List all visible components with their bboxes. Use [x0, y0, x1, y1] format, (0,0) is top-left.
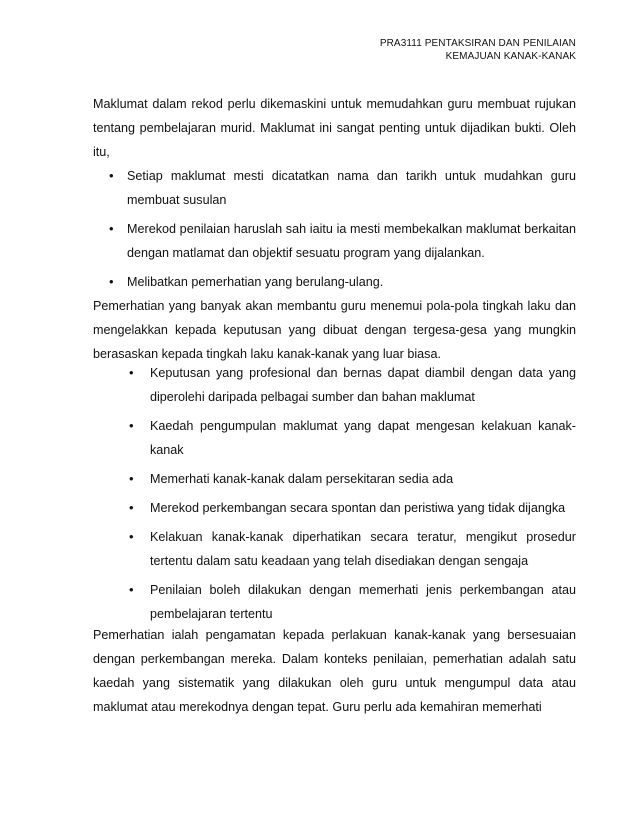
bullet-icon: •	[129, 365, 134, 380]
section2-intro-paragraph: Pemerhatian yang banyak akan membantu guru menemui pola-pola tingkah laku dan mengelakkan kepada keputusan yang dibuat dengan tergesa-gesa yang mungkin berasaskan kepada tingkah laku kanak-kanak yang luar biasa.	[93, 299, 576, 361]
bullet-text: Keputusan yang profesional dan bernas dapat diambil dengan data yang diperolehi daripada pelbagai sumber dan bahan maklumat	[150, 366, 576, 404]
section1-intro-paragraph: Maklumat dalam rekod perlu dikemaskini untuk memudahkan guru membuat rujukan tentang pembelajaran murid. Maklumat ini sangat penting untuk dijadikan bukti. Oleh itu,	[93, 97, 576, 159]
section1-bullet-list	[109, 164, 576, 294]
list-item	[129, 414, 576, 462]
bullet-text: Kaedah pengumpulan maklumat yang dapat mengesan kelakuan kanak-kanak	[150, 419, 576, 457]
list-item	[129, 467, 576, 491]
list-item	[129, 525, 576, 573]
bullet-text: Merekod penilaian haruslah sah iaitu ia mesti membekalkan maklumat berkaitan dengan matlamat dan objektif sesuatu program yang dijalankan.	[127, 222, 576, 260]
list-item	[109, 164, 576, 212]
bullet-icon: •	[109, 221, 114, 236]
bullet-icon: •	[109, 168, 114, 183]
bullet-text: Melibatkan pemerhatian yang berulang-ulang.	[127, 275, 384, 289]
list-item	[129, 496, 576, 520]
header-course-subtitle: KEMAJUAN KANAK-KANAK	[445, 51, 576, 62]
list-item	[109, 217, 576, 265]
bullet-icon: •	[129, 529, 134, 544]
bullet-text: Merekod perkembangan secara spontan dan peristiwa yang tidak dijangka	[150, 501, 566, 515]
bullet-icon: •	[129, 500, 134, 515]
bullet-icon: •	[129, 471, 134, 486]
bullet-text: Penilaian boleh dilakukan dengan memerhati jenis perkembangan atau pembelajaran tertentu	[150, 583, 576, 621]
bullet-icon: •	[129, 418, 134, 433]
list-item	[109, 270, 576, 294]
bullet-text: Memerhati kanak-kanak dalam persekitaran sedia ada	[150, 472, 454, 486]
bullet-icon: •	[129, 582, 134, 597]
bullet-text: Kelakuan kanak-kanak diperhatikan secara teratur, mengikut prosedur tertentu dalam satu keadaan yang telah disediakan dengan sengaja	[150, 530, 576, 568]
section2-bullet-list	[129, 361, 576, 626]
bullet-text: Setiap maklumat mesti dicatatkan nama dan tarikh untuk mudahkan guru membuat susulan	[127, 169, 576, 207]
bullet-icon: •	[109, 274, 114, 289]
list-item	[129, 578, 576, 626]
list-item	[129, 361, 576, 409]
section3-paragraph: Pemerhatian ialah pengamatan kepada perlakuan kanak-kanak yang bersesuaian dengan perkembangan mereka. Dalam konteks penilaian, pemerhatian adalah satu kaedah yang sistematik yang dilakukan oleh guru untuk mengumpul data atau maklumat atau merekodnya dengan tepat. Guru perlu ada kemahiran memerhati	[93, 628, 576, 714]
page-header	[380, 37, 576, 63]
header-course-title: PRA3111 PENTAKSIRAN DAN PENILAIAN	[379, 38, 576, 49]
